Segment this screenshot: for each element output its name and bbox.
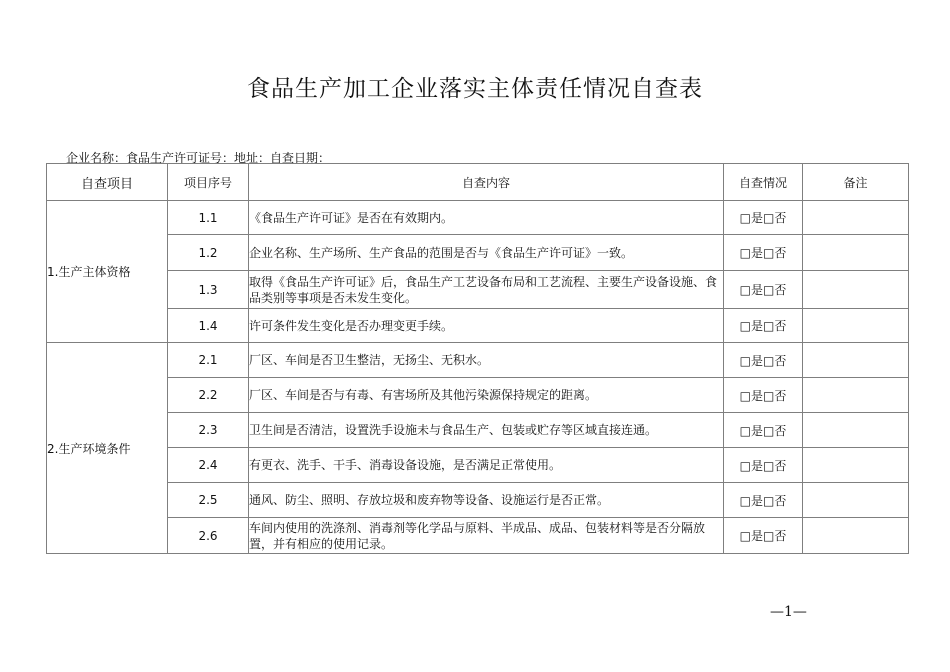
group-label: 1.生产主体资格 (47, 201, 168, 343)
item-number: 2.6 (168, 518, 249, 554)
header-remark: 备注 (803, 164, 909, 201)
item-check-status[interactable]: □是□否 (724, 201, 803, 235)
table-row (47, 518, 909, 554)
item-remark[interactable] (803, 343, 909, 378)
item-remark[interactable] (803, 235, 909, 271)
item-check-status[interactable]: □是□否 (724, 448, 803, 483)
item-content: 厂区、车间是否与有毒、有害场所及其他污染源保持规定的距离。 (249, 378, 724, 413)
table-row (47, 448, 909, 483)
item-check-status[interactable]: □是□否 (724, 483, 803, 518)
item-remark[interactable] (803, 413, 909, 448)
table-row (47, 343, 909, 378)
item-remark[interactable] (803, 378, 909, 413)
table-row (47, 483, 909, 518)
table-row (47, 271, 909, 309)
item-check-status[interactable]: □是□否 (724, 235, 803, 271)
item-content: 取得《食品生产许可证》后，食品生产工艺设备布局和工艺流程、主要生产设备设施、食品类别等事项是否未发生变化。 (249, 271, 724, 309)
item-remark[interactable] (803, 448, 909, 483)
header-content: 自查内容 (249, 164, 724, 201)
table-row (47, 309, 909, 343)
group-label: 2.生产环境条件 (47, 343, 168, 554)
item-number: 2.1 (168, 343, 249, 378)
item-number: 2.4 (168, 448, 249, 483)
table-row (47, 378, 909, 413)
item-check-status[interactable]: □是□否 (724, 309, 803, 343)
header-item: 自查项目 (47, 164, 168, 201)
item-content: 车间内使用的洗涤剂、消毒剂等化学品与原料、半成品、成品、包装材料等是否分隔放置，并有相应的使用记录。 (249, 518, 724, 554)
item-remark[interactable] (803, 201, 909, 235)
header-check: 自查情况 (724, 164, 803, 201)
item-check-status[interactable]: □是□否 (724, 518, 803, 554)
header-no: 项目序号 (168, 164, 249, 201)
item-check-status[interactable]: □是□否 (724, 378, 803, 413)
item-number: 1.3 (168, 271, 249, 309)
item-number: 2.2 (168, 378, 249, 413)
item-check-status[interactable]: □是□否 (724, 343, 803, 378)
table-header-row (47, 164, 909, 201)
self-check-table (46, 163, 909, 554)
enterprise-info-line: 企业名称：食品生产许可证号：地址：自查日期： (66, 151, 331, 165)
item-content: 许可条件发生变化是否办理变更手续。 (249, 309, 724, 343)
item-content: 厂区、车间是否卫生整洁，无扬尘、无积水。 (249, 343, 724, 378)
table-row (47, 235, 909, 271)
item-number: 1.1 (168, 201, 249, 235)
item-number: 2.5 (168, 483, 249, 518)
item-number: 1.2 (168, 235, 249, 271)
item-remark[interactable] (803, 309, 909, 343)
item-content: 卫生间是否清洁，设置洗手设施未与食品生产、包装或贮存等区域直接连通。 (249, 413, 724, 448)
item-content: 有更衣、洗手、干手、消毒设备设施，是否满足正常使用。 (249, 448, 724, 483)
page-title: 食品生产加工企业落实主体责任情况自查表 (247, 76, 703, 102)
item-number: 2.3 (168, 413, 249, 448)
table-row (47, 201, 909, 235)
table-body (47, 201, 909, 554)
item-content: 通风、防尘、照明、存放垃圾和废弃物等设备、设施运行是否正常。 (249, 483, 724, 518)
table-row (47, 413, 909, 448)
item-remark[interactable] (803, 271, 909, 309)
item-check-status[interactable]: □是□否 (724, 413, 803, 448)
item-remark[interactable] (803, 518, 909, 554)
item-remark[interactable] (803, 483, 909, 518)
item-content: 企业名称、生产场所、生产食品的范围是否与《食品生产许可证》一致。 (249, 235, 724, 271)
item-check-status[interactable]: □是□否 (724, 271, 803, 309)
item-content: 《食品生产许可证》是否在有效期内。 (249, 201, 724, 235)
item-number: 1.4 (168, 309, 249, 343)
page-number: —1— (770, 604, 807, 620)
